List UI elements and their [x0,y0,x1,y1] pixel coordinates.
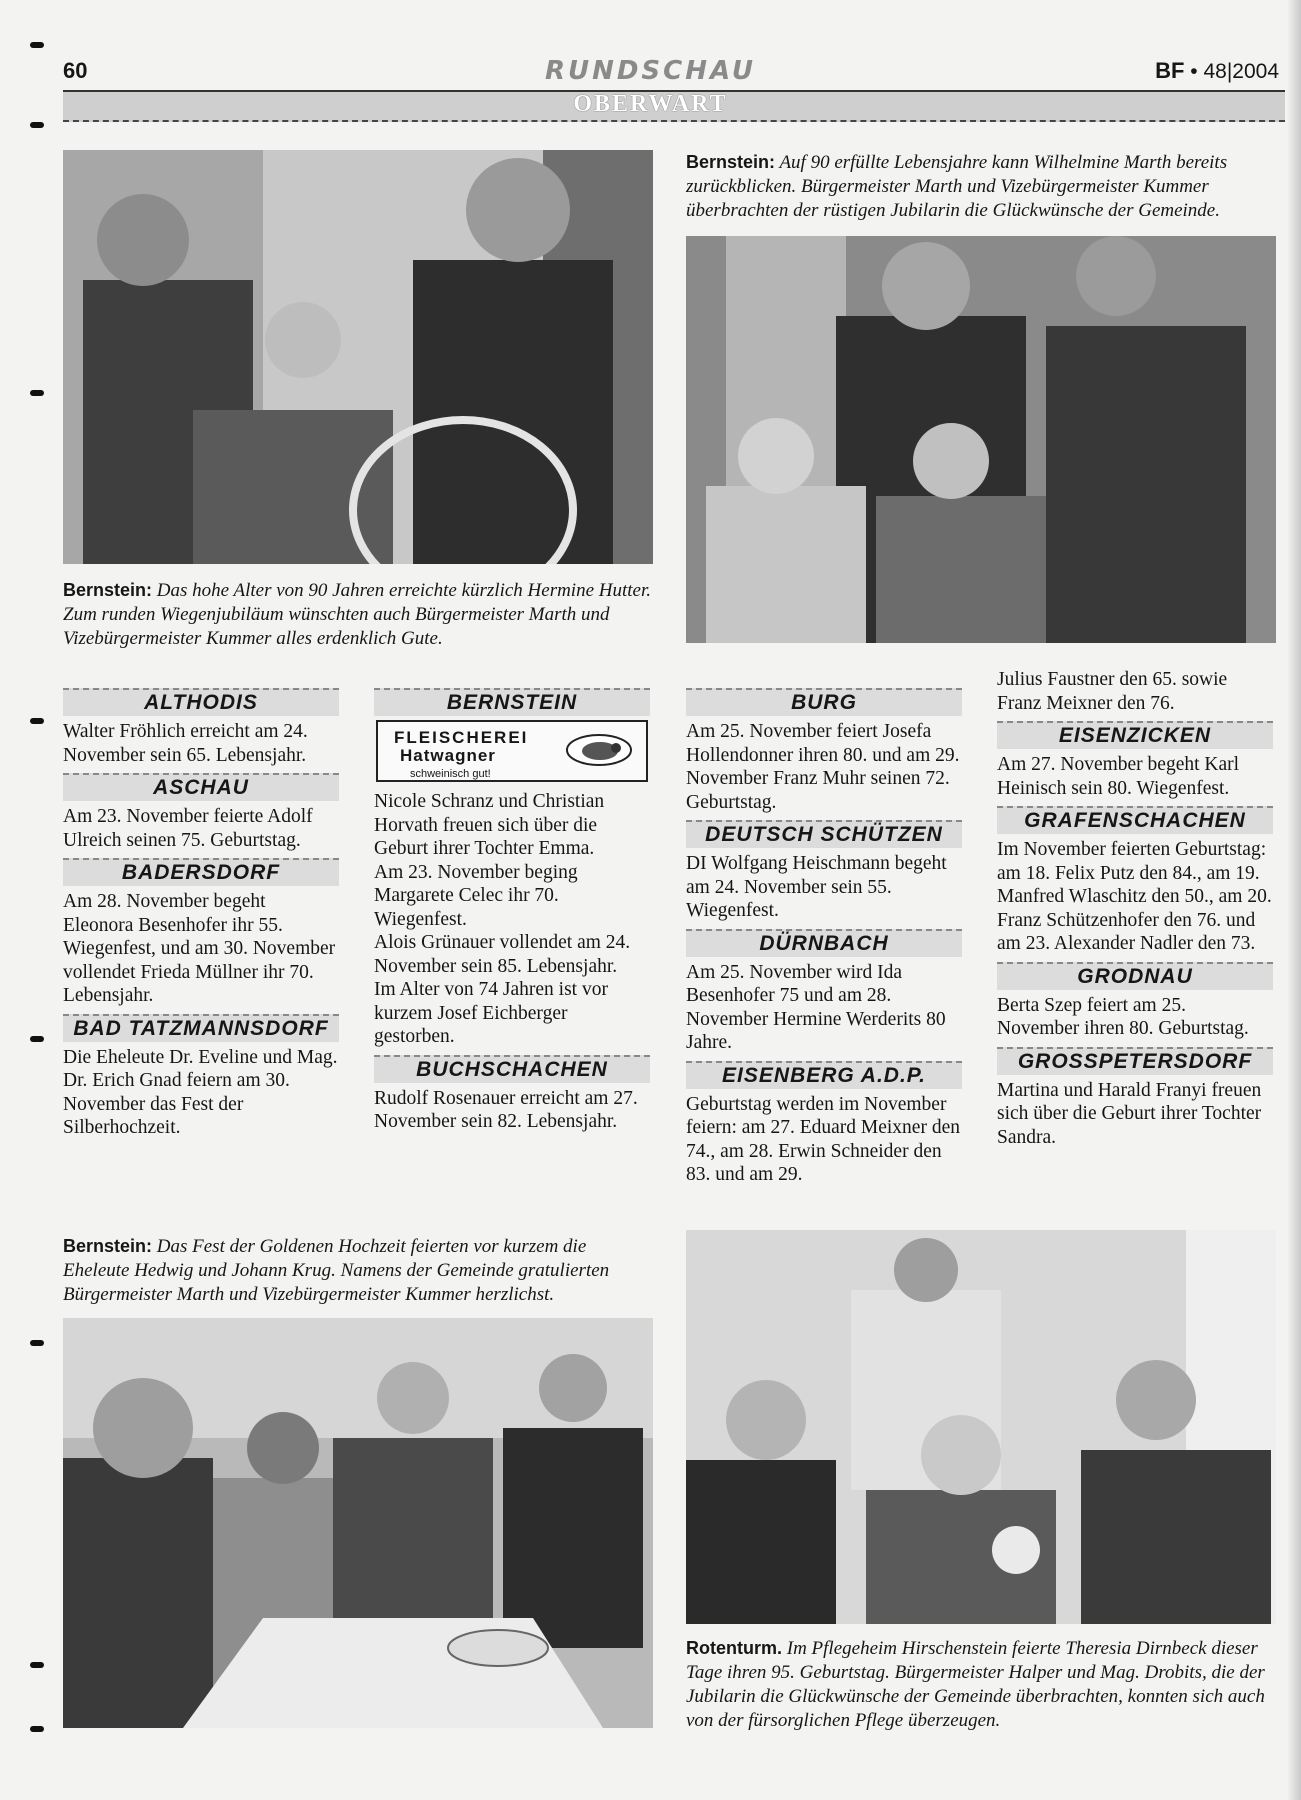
page-number: 60 [63,58,88,83]
margin-mark [30,390,44,396]
marth-photo [686,236,1276,643]
notice-text: Am 23. November beging Margarete Celec ihr 70. Wiegenfest. [374,861,578,930]
column-2 [374,682,650,1134]
krug-photo [63,1318,653,1728]
fleischerei-advertisement [376,720,648,782]
notice-text: Nicole Schranz und Christian Horvath freuen sich über die Geburt ihrer Tochter Emma. [374,791,605,859]
column-heading: BADERSDORF [63,858,339,886]
margin-mark [30,42,44,48]
hutter-photo [63,150,653,564]
caption-text: Das hohe Alter von 90 Jahren erreichte kürzlich Hermine Hutter. Zum runden Wiegenjubiläum wünschten auch Bürgermeister Marth und Vizebürgermeister Kummer alles erdenklich Gute. [63,580,652,649]
notice-text: Am 23. November feierte Adolf Ulreich seinen 75. Geburtstag. [63,806,313,851]
margin-mark [30,1662,44,1668]
caption-text: Im Pflegeheim Hirschenstein feierte Theresia Dirnbeck dieser Tage ihren 95. Geburtstag. Bürgermeister Halper und Mag. Drobits, die der Jubilarin die Glückwünsche der Gemeinde überbrachten, konnten sich auch von der fürsorglichen Pflege überzeugen. [686,1638,1265,1731]
column-heading: GROSSPETERSDORF [997,1047,1273,1075]
ad-line-3: schweinisch gut! [410,768,491,780]
notice-text: Martina und Harald Franyi freuen sich über die Geburt ihrer Tochter Sandra. [997,1079,1262,1148]
issue-info [1155,58,1279,84]
notice-text: Rudolf Rosenauer erreicht am 27. November sein 82. Lebensjahr. [374,1087,638,1132]
marth-caption [686,150,1276,223]
margin-mark [30,1036,44,1042]
notice-text: Am 25. November feiert Josefa Hollendonner ihren 80. und am 29. November Franz Muhr seinen 72. Geburtstag. [686,721,960,813]
column-heading: BURG [686,688,962,716]
column-heading: BERNSTEIN [374,688,650,716]
column-heading: ASCHAU [63,773,339,801]
notice-text: Alois Grünauer vollendet am 24. November sein 85. Lebensjahr. [374,932,631,977]
notice-text: Berta Szep feiert am 25. November ihren 80. Geburtstag. [997,994,1249,1039]
column-3 [686,682,962,1187]
column-4 [997,668,1273,1149]
dirnbeck-photo [686,1230,1276,1624]
notice-text: Im Alter von 74 Jahren ist vor kurzem Josef Eichberger gestorben. [374,979,608,1047]
notice-text: Die Eheleute Dr. Eveline und Mag. Dr. Erich Gnad feiern am 30. November das Fest der Silberhochzeit. [63,1046,338,1138]
caption-place: Bernstein: [63,1236,153,1256]
column-heading: BAD TATZMANNSDORF [63,1014,339,1042]
notice-text: Am 27. November begeht Karl Heinisch sein 80. Wiegenfest. [997,754,1240,799]
margin-mark [30,1340,44,1346]
column-heading: EISENBERG A.D.P. [686,1061,962,1089]
publication-title: RUNDSCHAU [544,56,757,86]
column-heading: EISENZICKEN [997,721,1273,749]
notice-text: Am 25. November wird Ida Besenhofer 75 und am 28. November Hermine Werderits 80 Jahre. [686,961,946,1053]
ad-line-1: FLEISCHEREI [394,728,529,747]
column-heading: BUCHSCHACHEN [374,1055,650,1083]
notice-text: Julius Faustner den 65. sowie Franz Meixner den 76. [997,669,1228,714]
column-heading: DÜRNBACH [686,929,962,957]
page-edge-shadow [1287,0,1301,1800]
notice-text: Geburtstag werden im November feiern: am 27. Eduard Meixner den 74., am 28. Erwin Schneider den 83. und am 29. [686,1093,960,1185]
column-heading: GRAFENSCHACHEN [997,806,1273,834]
notice-text: Am 28. November begeht Eleonora Besenhofer ihr 55. Wiegenfest, und am 30. November vollendet Frieda Müllner ihr 70. Lebensjahr. [63,891,336,1006]
issue-number: 48|2004 [1203,60,1279,83]
krug-caption [63,1234,653,1307]
issue-brand: BF [1155,58,1185,83]
ad-line-2: Hatwagner [400,746,496,765]
caption-text: Das Fest der Goldenen Hochzeit feierten vor kurzem die Eheleute Hedwig und Johann Krug. Namens der Gemeinde gratulierten Bürgermeister Marth und Vizebürgermeister Kummer herzlichst. [63,1236,610,1305]
column-1 [63,682,339,1140]
dirnbeck-caption [686,1636,1276,1733]
margin-mark [30,122,44,128]
caption-place: Rotenturm. [686,1638,782,1658]
margin-mark [30,718,44,724]
issue-bullet: • [1190,60,1198,83]
section-title: OBERWART [573,91,728,117]
pig-logo-icon [564,732,634,768]
hutter-caption [63,578,653,651]
caption-place: Bernstein: [63,580,153,600]
column-heading: GRODNAU [997,962,1273,990]
margin-mark [30,1726,44,1732]
notice-text: DI Wolfgang Heischmann begeht am 24. November sein 55. Wiegenfest. [686,853,947,921]
column-heading: ALTHODIS [63,688,339,716]
notice-text: Im November feierten Geburtstag: am 18. Felix Putz den 84., am 19. Manfred Wlaschitz den 50., am 20. Franz Schützenhofer den 76. und am 23. Alexander Nadler den 73. [997,839,1272,954]
caption-place: Bernstein: [686,152,776,172]
column-heading: DEUTSCH SCHÜTZEN [686,820,962,848]
notice-text: Walter Fröhlich erreicht am 24. November sein 65. Lebensjahr. [63,721,308,766]
caption-text: Auf 90 erfüllte Lebensjahre kann Wilhelmine Marth bereits zurückblicken. Bürgermeister Marth und Vizebürgermeister Kummer überbrachten der rüstigen Jubilarin die Glückwünsche der Gemeinde. [686,152,1228,221]
